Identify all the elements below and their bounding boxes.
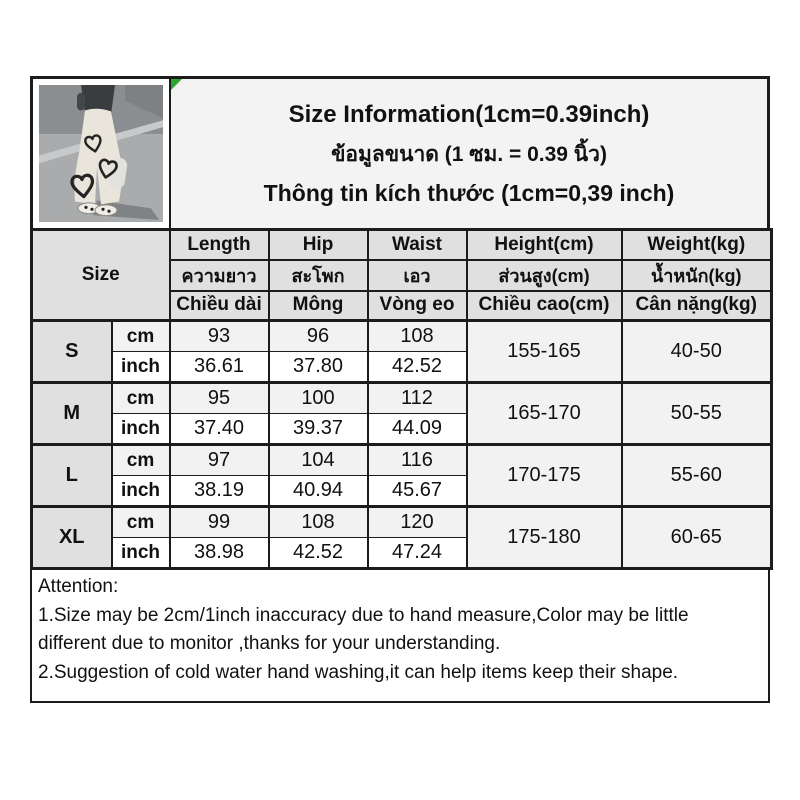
value-cell: 40.94 [269,476,368,507]
value-cell: 37.40 [170,414,269,445]
value-cell: 95 [170,383,269,414]
weight-range-cell: 50-55 [622,383,772,445]
height-range-cell: 170-175 [467,445,622,507]
col-header-waist: Waist [368,230,467,260]
value-cell: 42.52 [368,352,467,383]
header-row-en [32,230,772,260]
unit-inch-label: inch [112,538,170,569]
size-label: L [32,445,112,507]
size-label: XL [32,507,112,569]
size-chart-sheet [30,76,770,703]
col-header-hip: Hip [269,230,368,260]
height-range-cell: 175-180 [467,507,622,569]
value-cell: 44.09 [368,414,467,445]
unit-inch-label: inch [112,352,170,383]
col-header-weight: Weight(kg) [622,230,772,260]
title-thai: ข้อมูลขนาด (1 ซม. = 0.39 นิ้ว) [331,142,607,166]
size-table [30,228,773,570]
row-l-cm [32,445,772,476]
col-header-height-th: ส่วนสูง(cm) [467,260,622,291]
row-xl-cm [32,507,772,538]
green-corner-marker-icon [171,79,182,90]
product-photo-cell [33,79,171,228]
weight-range-cell: 55-60 [622,445,772,507]
col-header-hip-th: สะโพก [269,260,368,291]
unit-inch-label: inch [112,476,170,507]
title-cell [171,79,767,228]
value-cell: 96 [269,321,368,352]
col-header-height-vi: Chiều cao(cm) [467,291,622,321]
value-cell: 36.61 [170,352,269,383]
unit-cm-label: cm [112,321,170,352]
col-header-hip-vi: Mông [269,291,368,321]
title-english: Size Information(1cm=0.39inch) [288,100,650,128]
attention-note-2: 2.Suggestion of cold water hand washing,it can help items keep their shape. [38,661,679,683]
weight-range-cell: 60-65 [622,507,772,569]
row-s-cm [32,321,772,352]
value-cell: 38.19 [170,476,269,507]
value-cell: 104 [269,445,368,476]
value-cell: 38.98 [170,538,269,569]
unit-cm-label: cm [112,507,170,538]
value-cell: 42.52 [269,538,368,569]
col-header-length-th: ความยาว [170,260,269,291]
size-label: S [32,321,112,383]
attention-note-1: 1.Size may be 2cm/1inch inaccuracy due to hand measure,Color may be little different due to monitor ,thanks for your understanding. [38,604,689,654]
col-header-length-vi: Chiều dài [170,291,269,321]
col-header-height: Height(cm) [467,230,622,260]
product-photo [39,85,163,222]
title-vietnamese: Thông tin kích thước (1cm=0,39 inch) [263,179,675,206]
height-range-cell: 165-170 [467,383,622,445]
value-cell: 97 [170,445,269,476]
value-cell: 100 [269,383,368,414]
value-cell: 112 [368,383,467,414]
height-range-cell: 155-165 [467,321,622,383]
value-cell: 99 [170,507,269,538]
value-cell: 108 [269,507,368,538]
size-corner-label: Size [32,230,170,321]
weight-range-cell: 40-50 [622,321,772,383]
value-cell: 39.37 [269,414,368,445]
value-cell: 47.24 [368,538,467,569]
value-cell: 120 [368,507,467,538]
header-row [30,76,770,228]
col-header-waist-th: เอว [368,260,467,291]
attention-box [30,570,770,703]
value-cell: 116 [368,445,467,476]
col-header-length: Length [170,230,269,260]
col-header-waist-vi: Vòng eo [368,291,467,321]
col-header-weight-th: น้ำหนัก(kg) [622,260,772,291]
unit-cm-label: cm [112,445,170,476]
value-cell: 37.80 [269,352,368,383]
unit-inch-label: inch [112,414,170,445]
size-label: M [32,383,112,445]
value-cell: 93 [170,321,269,352]
attention-title: Attention: [38,576,119,597]
unit-cm-label: cm [112,383,170,414]
row-m-cm [32,383,772,414]
col-header-weight-vi: Cân nặng(kg) [622,291,772,321]
value-cell: 45.67 [368,476,467,507]
value-cell: 108 [368,321,467,352]
